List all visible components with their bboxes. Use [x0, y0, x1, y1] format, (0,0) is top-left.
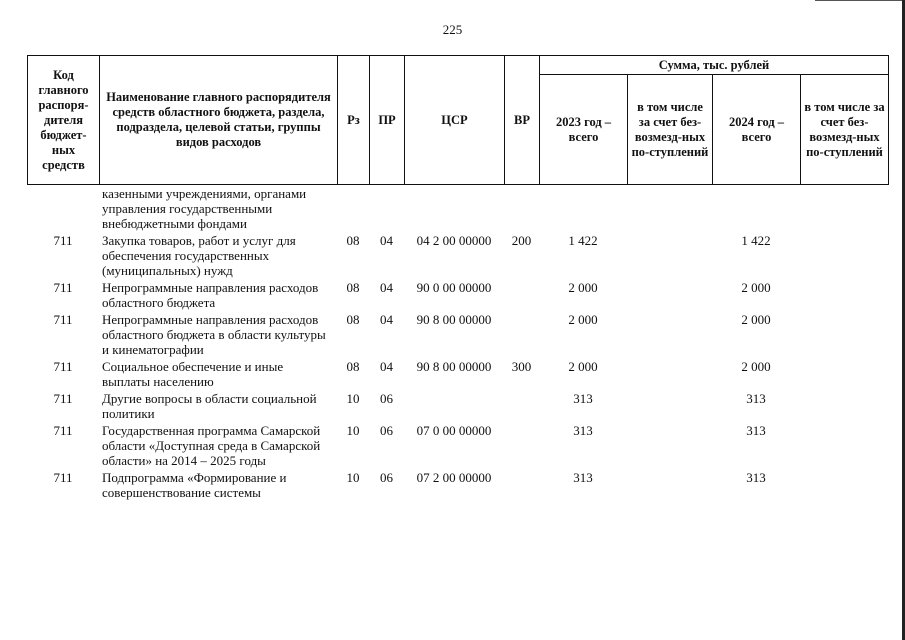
- row-free-2024: [800, 359, 888, 391]
- row-name: Другие вопросы в области социальной политики: [102, 391, 317, 421]
- row-sum-2024: 2 000: [741, 359, 771, 374]
- header-sum: Сумма, тыс. рублей: [540, 56, 889, 75]
- scan-edge-line: [815, 0, 905, 1]
- table-row: [27, 186, 888, 233]
- row-vr: [504, 470, 539, 502]
- row-csr: 07 0 00 00000: [416, 423, 492, 438]
- row-pr: [369, 186, 404, 233]
- row-pr: 04: [380, 280, 393, 295]
- table-body: [27, 186, 888, 502]
- row-name: казенными учреждениями, органами управления государственными внебюджетными фондами: [102, 186, 307, 231]
- row-vr: [504, 312, 539, 359]
- row-sum-2024: 313: [746, 470, 766, 485]
- row-pr: 06: [380, 470, 393, 485]
- row-sum-2023: 2 000: [568, 312, 598, 327]
- row-rz: 08: [346, 233, 360, 248]
- row-code: 711: [53, 470, 73, 485]
- row-csr: 90 8 00 00000: [416, 312, 492, 327]
- row-csr: 90 0 00 00000: [416, 280, 492, 295]
- header-2023-free: в том числе за счет без-возмезд-ных по-ступлений: [628, 75, 713, 185]
- row-code: 711: [53, 233, 73, 248]
- row-sum-2023: 313: [573, 423, 593, 438]
- row-code: 711: [53, 312, 73, 327]
- table-row: [27, 470, 888, 502]
- row-free-2024: [800, 233, 888, 280]
- table-row: [27, 391, 888, 423]
- header-2024-free: в том числе за счет без-возмезд-ных по-ступлений: [801, 75, 889, 185]
- row-sum-2024: 1 422: [741, 233, 771, 248]
- table-row: [27, 312, 888, 359]
- row-vr: [504, 391, 539, 423]
- row-csr: 90 8 00 00000: [416, 359, 492, 374]
- row-name: Государственная программа Самарской области «Доступная среда в Самарской области» на 2014 – 2025 годы: [102, 423, 321, 468]
- row-sum-2023: 313: [573, 470, 593, 485]
- header-2023-total: 2023 год – всего: [540, 75, 628, 185]
- row-sum-2024: 2 000: [741, 312, 771, 327]
- row-code: 711: [53, 391, 73, 406]
- row-free-2024: [800, 186, 888, 233]
- row-sum-2024: 313: [746, 391, 766, 406]
- header-name: Наименование главного распорядителя средств областного бюджета, раздела, подраздела, целевой статьи, группы видов расходов: [100, 56, 338, 185]
- page-number: 225: [442, 22, 463, 37]
- table-row: [27, 359, 888, 391]
- header-pr: ПР: [370, 56, 405, 185]
- table-header: [27, 55, 889, 185]
- row-name: Непрограммные направления расходов областного бюджета в области культуры и кинематографии: [102, 312, 326, 357]
- row-vr: [504, 186, 539, 233]
- header-2024-total: 2024 год – всего: [713, 75, 801, 185]
- table-row: [27, 423, 888, 470]
- row-rz: 08: [346, 359, 360, 374]
- row-free-2023: [627, 391, 712, 423]
- row-rz: 10: [346, 423, 360, 438]
- row-name: Непрограммные направления расходов областного бюджета: [102, 280, 319, 310]
- row-rz: [337, 186, 369, 233]
- row-vr: 300: [511, 359, 532, 374]
- row-free-2023: [627, 359, 712, 391]
- row-sum-2023: 313: [573, 391, 593, 406]
- row-pr: 06: [380, 423, 393, 438]
- row-vr: [504, 423, 539, 470]
- row-csr: [404, 186, 504, 233]
- row-free-2024: [800, 423, 888, 470]
- row-name: Социальное обеспечение и иные выплаты населению: [102, 359, 284, 389]
- row-free-2023: [627, 280, 712, 312]
- header-vr: ВР: [505, 56, 540, 185]
- row-pr: 04: [380, 233, 393, 248]
- row-sum-2024: [712, 186, 800, 233]
- row-csr: 04 2 00 00000: [416, 233, 492, 248]
- row-free-2023: [627, 233, 712, 280]
- row-code: [27, 186, 99, 233]
- row-code: 711: [53, 423, 73, 438]
- row-rz: 08: [346, 312, 360, 327]
- row-free-2023: [627, 470, 712, 502]
- table-row: [27, 280, 888, 312]
- row-pr: 04: [380, 359, 393, 374]
- row-csr: [404, 391, 504, 423]
- row-free-2024: [800, 391, 888, 423]
- row-sum-2023: [539, 186, 627, 233]
- row-code: 711: [53, 359, 73, 374]
- row-sum-2024: 2 000: [741, 280, 771, 295]
- row-sum-2023: 2 000: [568, 280, 598, 295]
- row-code: 711: [53, 280, 73, 295]
- row-free-2023: [627, 186, 712, 233]
- row-free-2023: [627, 312, 712, 359]
- header-rz: Рз: [338, 56, 370, 185]
- row-sum-2024: 313: [746, 423, 766, 438]
- row-csr: 07 2 00 00000: [416, 470, 492, 485]
- row-name: Закупка товаров, работ и услуг для обеспечения государственных (муниципальных) нужд: [102, 233, 296, 278]
- row-sum-2023: 1 422: [568, 233, 598, 248]
- table-row: [27, 233, 888, 280]
- row-name: Подпрограмма «Формирование и совершенствование системы: [102, 470, 287, 500]
- row-free-2024: [800, 312, 888, 359]
- row-vr: [504, 280, 539, 312]
- row-pr: 06: [380, 391, 393, 406]
- header-csr: ЦСР: [405, 56, 505, 185]
- header-code: Код главного распоря-дителя бюджет-ных средств: [28, 56, 100, 185]
- row-pr: 04: [380, 312, 393, 327]
- row-vr: 200: [511, 233, 532, 248]
- row-free-2024: [800, 470, 888, 502]
- row-sum-2023: 2 000: [568, 359, 598, 374]
- row-free-2024: [800, 280, 888, 312]
- row-rz: 08: [346, 280, 360, 295]
- row-rz: 10: [346, 470, 360, 485]
- row-free-2023: [627, 423, 712, 470]
- row-rz: 10: [346, 391, 360, 406]
